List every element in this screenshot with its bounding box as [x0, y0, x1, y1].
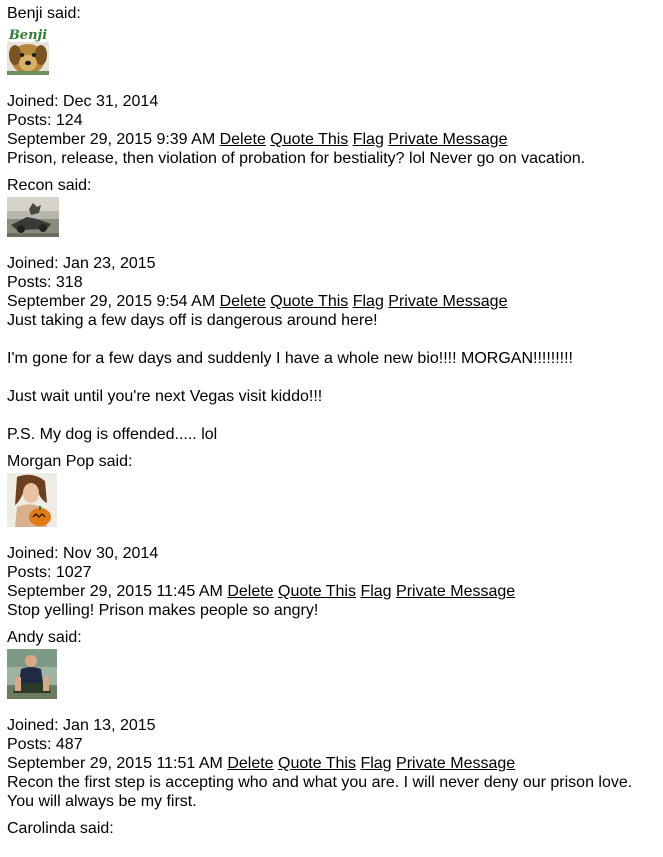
flag-link[interactable]: Flag: [352, 293, 384, 310]
post-body-paragraph: Just wait until you're next Vegas visit kiddo!!!: [7, 388, 323, 405]
post-meta: [7, 754, 663, 773]
post-timestamp: September 29, 2015 11:51 AM: [7, 755, 223, 772]
post-author: Andy said:: [7, 629, 82, 646]
private-message-link[interactable]: Private Message: [396, 583, 516, 600]
post-body-paragraph: Prison, release, then violation of probation for bestiality? lol Never go on vacation.: [7, 150, 586, 167]
private-message-link[interactable]: Private Message: [388, 131, 508, 148]
post-body: [7, 311, 663, 444]
forum-post: [7, 176, 663, 444]
post-body-paragraph: Recon the first step is accepting who and what you are. I will never deny our prison love. You will always be my first.: [7, 774, 633, 810]
private-message-link[interactable]: Private Message: [388, 293, 508, 310]
delete-link[interactable]: Delete: [219, 293, 266, 310]
avatar[interactable]: [7, 25, 663, 75]
post-count: Posts: 124: [7, 112, 83, 129]
post-body: [7, 149, 663, 168]
joined-date: Joined: Jan 23, 2015: [7, 255, 156, 272]
post-timestamp: September 29, 2015 9:39 AM: [7, 131, 216, 148]
delete-link[interactable]: Delete: [219, 131, 266, 148]
joined-date: Joined: Dec 31, 2014: [7, 93, 159, 110]
post-body-paragraph: Stop yelling! Prison makes people so angry!: [7, 602, 319, 619]
avatar[interactable]: [7, 197, 663, 237]
post-author: Carolinda said:: [7, 820, 114, 837]
quote-link[interactable]: Quote This: [278, 755, 356, 772]
avatar[interactable]: [7, 473, 663, 527]
post-body-paragraph: Just taking a few days off is dangerous around here!: [7, 312, 378, 329]
private-message-link[interactable]: Private Message: [396, 755, 516, 772]
post-count: Posts: 1027: [7, 564, 92, 581]
quote-link[interactable]: Quote This: [278, 583, 356, 600]
forum-post: [7, 628, 663, 811]
delete-link[interactable]: Delete: [227, 755, 274, 772]
flag-link[interactable]: Flag: [360, 583, 392, 600]
quote-link[interactable]: Quote This: [270, 131, 349, 148]
post-author: Benji said:: [7, 5, 81, 22]
joined-date: Joined: Jan 13, 2015: [7, 717, 156, 734]
flag-link[interactable]: Flag: [352, 131, 384, 148]
post-meta: [7, 130, 663, 149]
joined-date: Joined: Nov 30, 2014: [7, 545, 159, 562]
post-meta: [7, 292, 663, 311]
post-timestamp: September 29, 2015 9:54 AM: [7, 293, 216, 310]
avatar[interactable]: [7, 649, 663, 699]
post-author: Morgan Pop said:: [7, 453, 133, 470]
post-body-paragraph: P.S. My dog is offended..... lol: [7, 426, 218, 443]
post-body-paragraph: I'm gone for a few days and suddenly I have a whole new bio!!!! MORGAN!!!!!!!!!: [7, 350, 573, 367]
dog-avatar-icon: [7, 25, 49, 75]
post-body: [7, 773, 663, 811]
post-count: Posts: 487: [7, 736, 83, 753]
quote-link[interactable]: Quote This: [270, 293, 349, 310]
woman-pumpkin-avatar-icon: [7, 473, 57, 527]
forum-post: [7, 819, 663, 838]
post-timestamp: September 29, 2015 11:45 AM: [7, 583, 223, 600]
post-author: Recon said:: [7, 177, 92, 194]
post-count: Posts: 318: [7, 274, 83, 291]
flag-link[interactable]: Flag: [360, 755, 392, 772]
forum-post: [7, 4, 663, 168]
man-sitting-avatar-icon: [7, 649, 57, 699]
post-meta: [7, 582, 663, 601]
svg-text:Benji: Benji: [8, 28, 48, 43]
vehicle-avatar-icon: [7, 197, 59, 237]
delete-link[interactable]: Delete: [227, 583, 274, 600]
forum-post: [7, 452, 663, 620]
post-body: [7, 601, 663, 620]
